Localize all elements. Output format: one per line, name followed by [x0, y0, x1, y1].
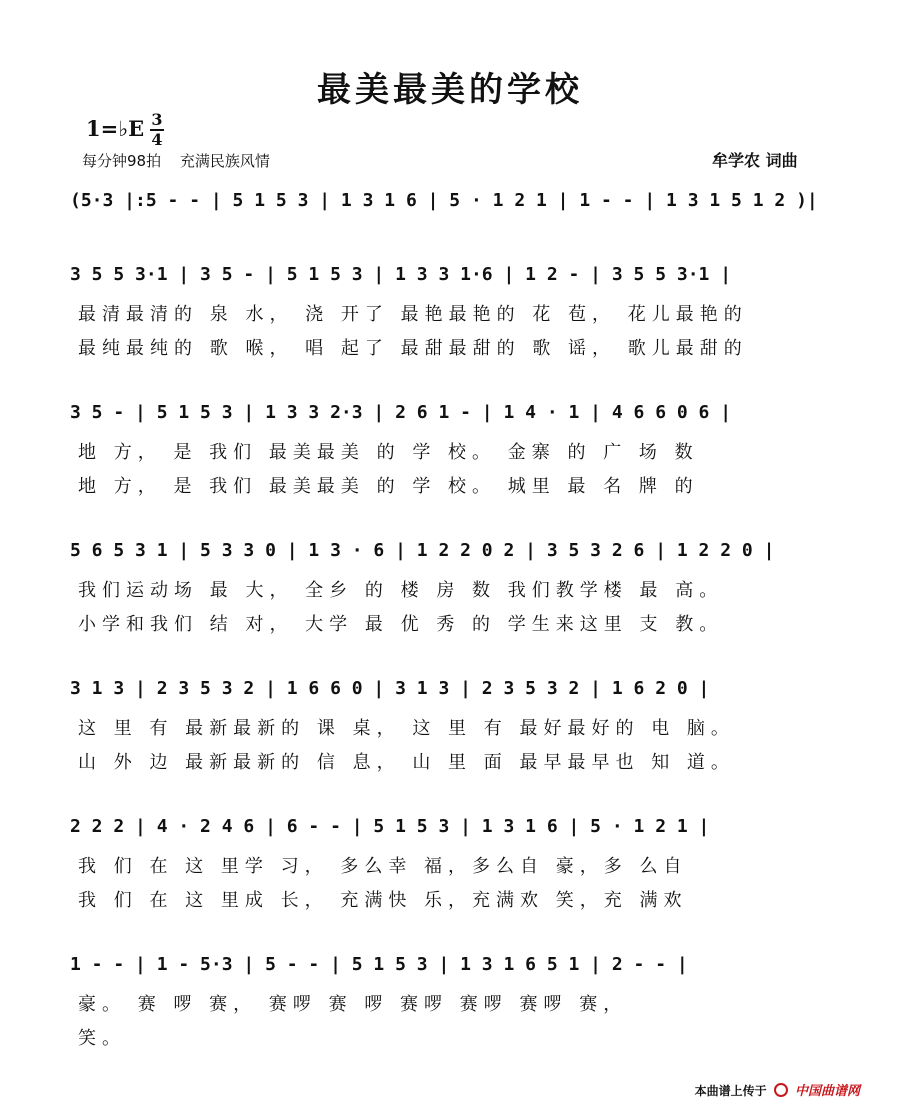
time-signature: [150, 112, 164, 148]
watermark: [695, 1080, 860, 1099]
notes-line: 3 1 3 | 2 3 5 3 2 | 1 6 6 0 | 3 1 3 | 2 3 5 3 2 | 1 6 2 0 |: [70, 678, 710, 699]
lyric-line: 小学和我们 结 对， 大学 最 优 秀 的 学生来这里 支 教。: [78, 614, 724, 635]
lyric-line: 地 方， 是 我们 最美最美 的 学 校。 金寨 的 广 场 数: [78, 442, 699, 463]
watermark-brand: 中国曲谱网: [794, 1084, 860, 1099]
tempo-text: 每分钟98拍: [82, 152, 162, 170]
lyric-line: 最清最清的 泉 水， 浇 开了 最艳最艳的 花 苞， 花儿最艳的: [78, 304, 748, 325]
page-title: 最美最美的学校: [317, 70, 583, 110]
lyric-line: 我们运动场 最 大， 全乡 的 楼 房 数 我们教学楼 最 高。: [78, 580, 724, 601]
lyric-line: 我 们 在 这 里学 习， 多么幸 福，多么自 豪，多 么自: [78, 856, 688, 877]
lyric-line: 这 里 有 最新最新的 课 桌， 这 里 有 最好最好的 电 脑。: [78, 718, 735, 739]
meter-bottom: 4: [151, 130, 163, 149]
notes-line: 1 - - | 1 - 5·3 | 5 - - | 5 1 5 3 | 1 3 1 6 5 1 | 2 - - |: [70, 954, 688, 975]
lyric-line: 我 们 在 这 里成 长， 充满快 乐，充满欢 笑，充 满欢: [78, 890, 688, 911]
lyric-line: 笑。: [78, 1028, 126, 1049]
key-signature: 1=♭E: [86, 116, 145, 141]
notes-line: 5 6 5 3 1 | 5 3 3 0 | 1 3 · 6 | 1 2 2 0 2 | 3 5 3 2 6 | 1 2 2 0 |: [70, 540, 775, 561]
notes-line: 3 5 - | 5 1 5 3 | 1 3 3 2·3 | 2 6 1 - | 1 4 · 1 | 4 6 6 0 6 |: [70, 402, 732, 423]
lyric-line: 山 外 边 最新最新的 信 息， 山 里 面 最早最早也 知 道。: [78, 752, 735, 773]
site-logo-icon: [774, 1083, 788, 1097]
watermark-text: 本曲谱上传于: [694, 1084, 767, 1098]
tempo-marking: [82, 150, 284, 171]
author-credit: 牟学农 词曲: [712, 151, 798, 170]
style-text: 充满民族风情: [179, 152, 270, 170]
notes-line: (5·3 |:5 - - | 5 1 5 3 | 1 3 1 6 | 5 · 1 2 1 | 1 - - | 1 3 1 5 1 2 )|: [70, 190, 818, 211]
lyric-line: 最纯最纯的 歌 喉， 唱 起了 最甜最甜的 歌 谣， 歌儿最甜的: [78, 338, 748, 359]
notes-line: 2 2 2 | 4 · 2 4 6 | 6 - - | 5 1 5 3 | 1 3 1 6 | 5 · 1 2 1 |: [70, 816, 710, 837]
lyric-line: 地 方， 是 我们 最美最美 的 学 校。 城里 最 名 牌 的: [78, 476, 699, 497]
notes-line: 3 5 5 3·1 | 3 5 - | 5 1 5 3 | 1 3 3 1·6 | 1 2 - | 3 5 5 3·1 |: [70, 264, 732, 285]
meter-top: 3: [151, 110, 163, 129]
lyric-line: 豪。 赛 啰 赛， 赛啰 赛 啰 赛啰 赛啰 赛啰 赛，: [78, 994, 628, 1015]
